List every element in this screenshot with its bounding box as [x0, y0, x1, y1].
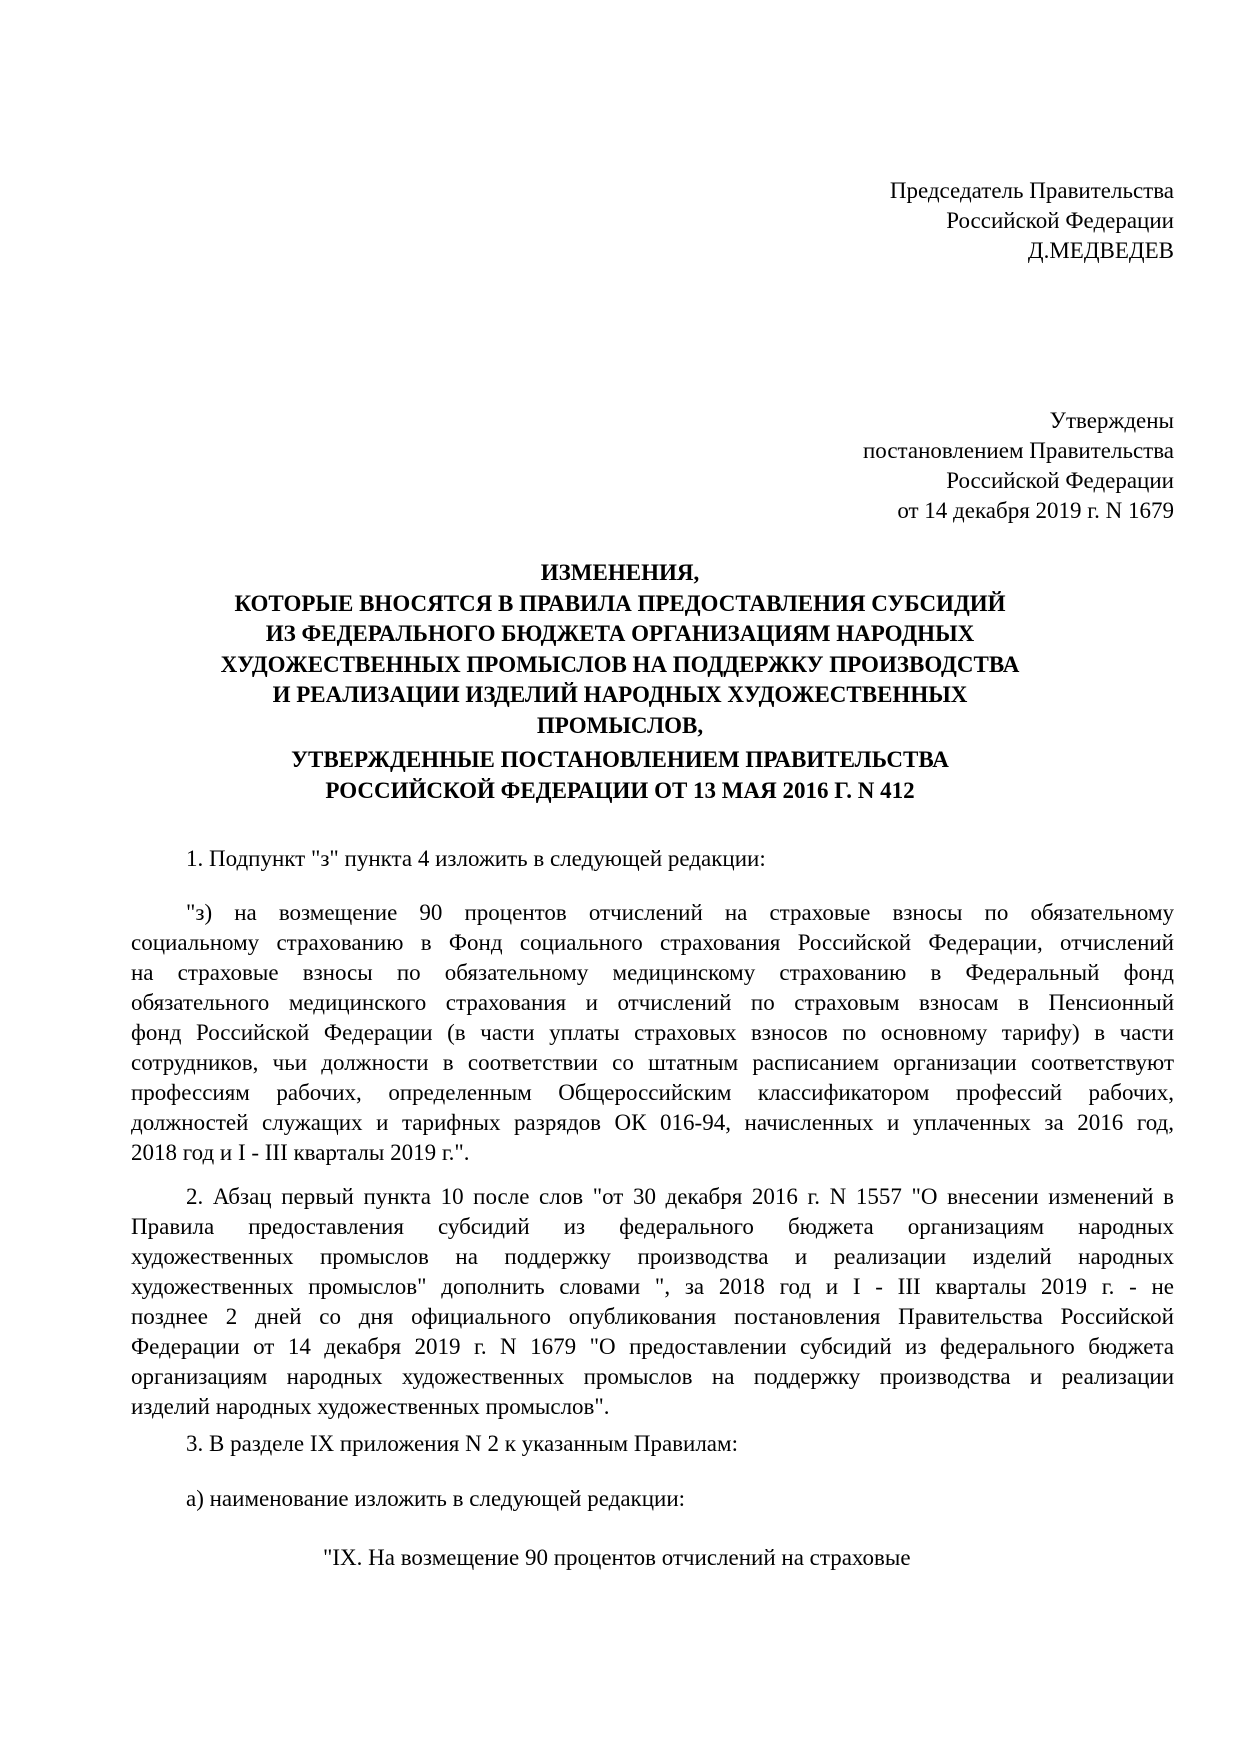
title-line: ИЗМЕНЕНИЯ,: [540, 560, 700, 585]
approval-line: Утверждены: [1049, 408, 1174, 433]
approval-line: от 14 декабря 2019 г. N 1679: [897, 498, 1174, 523]
text-line: на страховые взносы по обязательному медицинскому страхованию в Федеральный фонд: [131, 960, 1174, 985]
approval-line: Российской Федерации: [946, 468, 1174, 493]
approval-block: [863, 406, 1174, 526]
approval-line: постановлением Правительства: [862, 438, 1174, 463]
paragraph-3a: а) наименование изложить в следующей редакции:: [186, 1486, 686, 1511]
title-line: КОТОРЫЕ ВНОСЯТСЯ В ПРАВИЛА ПРЕДОСТАВЛЕНИЯ СУБСИДИЙ: [234, 590, 1006, 616]
text-line: изделий народных художественных промыслов".: [131, 1394, 610, 1419]
paragraph-2: [131, 1182, 1174, 1422]
text-line: фонд Российской Федерации (в части уплаты страховых взносов по основному тарифу) в части: [131, 1020, 1174, 1045]
title-line: И РЕАЛИЗАЦИИ ИЗДЕЛИЙ НАРОДНЫХ ХУДОЖЕСТВЕННЫХ: [272, 682, 968, 707]
text-line: "з) на возмещение 90 процентов отчислений на страховые взносы по обязательному: [186, 900, 1174, 925]
text-line: 2018 год и I - III кварталы 2019 г.".: [131, 1140, 470, 1165]
document-title: [66, 558, 1174, 806]
paragraph-1: 1. Подпункт "з" пункта 4 изложить в следующей редакции:: [186, 846, 766, 871]
title-line: ХУДОЖЕСТВЕННЫХ ПРОМЫСЛОВ НА ПОДДЕРЖКУ ПРОИЗВОДСТВА: [220, 651, 1020, 677]
text-line: художественных промыслов" дополнить словами ", за 2018 год и I - III кварталы 2019 г. - не: [131, 1274, 1174, 1299]
signature-line: Председатель Правительства: [889, 178, 1174, 203]
text-line: профессиям рабочих, определенным Общероссийским классификатором профессий рабочих,: [131, 1080, 1174, 1105]
text-line: сотрудников, чьи должности в соответствии со штатным расписанием организации соответствуют: [131, 1050, 1174, 1075]
signature-block: [890, 176, 1174, 266]
title-line: ПРОМЫСЛОВ,: [536, 712, 704, 738]
text-line: должностей служащих и тарифных разрядов ОК 016-94, начисленных и уплаченных за 2016 год,: [131, 1110, 1174, 1135]
text-line: 2. Абзац первый пункта 10 после слов "от 30 декабря 2016 г. N 1557 "О внесении изменений в: [186, 1184, 1174, 1209]
text-line: Федерации от 14 декабря 2019 г. N 1679 "О предоставлении субсидий из федерального бюджета: [131, 1334, 1174, 1359]
text-line: Правила предоставления субсидий из федерального бюджета организациям народных: [131, 1214, 1174, 1239]
signature-name: Д.МЕДВЕДЕВ: [1027, 238, 1174, 263]
text-line: социальному страхованию в Фонд социального страхования Российской Федерации, отчислений: [131, 930, 1174, 955]
title-line: УТВЕРЖДЕННЫЕ ПОСТАНОВЛЕНИЕМ ПРАВИТЕЛЬСТВА: [291, 747, 949, 772]
text-line: организациям народных художественных промыслов на поддержку производства и реализации: [131, 1364, 1174, 1389]
text-line: обязательного медицинского страхования и отчислений по страховым взносам в Пенсионный: [131, 990, 1174, 1015]
title-line: ИЗ ФЕДЕРАЛЬНОГО БЮДЖЕТА ОРГАНИЗАЦИЯМ НАРОДНЫХ: [265, 621, 975, 646]
paragraph-3: 3. В разделе IX приложения N 2 к указанным Правилам:: [186, 1431, 738, 1456]
paragraph-1-quote: [131, 898, 1174, 1168]
text-line: художественных промыслов на поддержку производства и реализации изделий народных: [131, 1244, 1174, 1269]
title-line: РОССИЙСКОЙ ФЕДЕРАЦИИ ОТ 13 МАЯ 2016 Г. N 412: [325, 777, 915, 803]
paragraph-3a-quote: "IX. На возмещение 90 процентов отчислений на страховые: [323, 1545, 911, 1570]
text-line: позднее 2 дней со дня официального опубликования постановления Правительства Российской: [131, 1304, 1174, 1329]
signature-line: Российской Федерации: [946, 208, 1174, 233]
